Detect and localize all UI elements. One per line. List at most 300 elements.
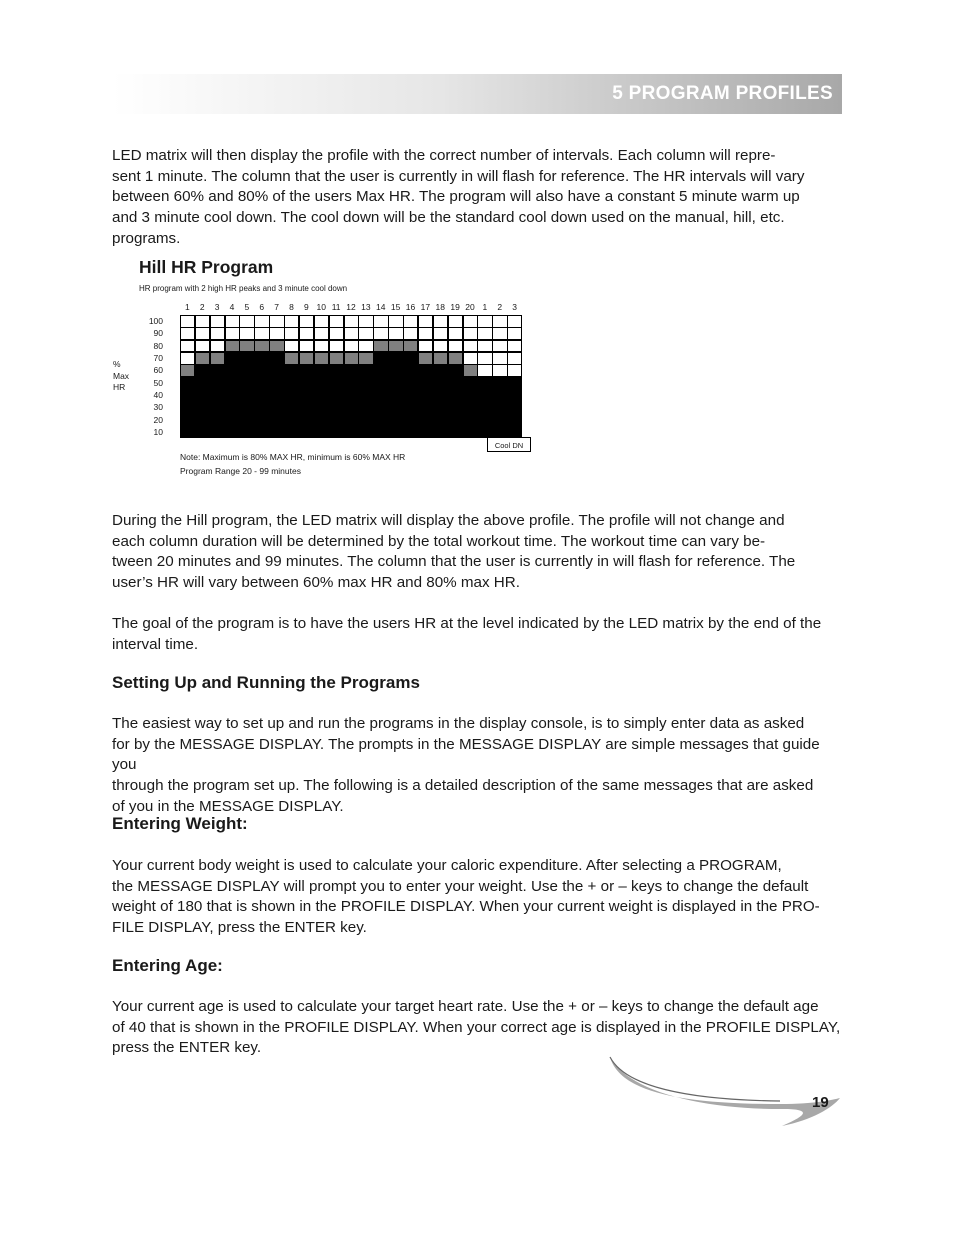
led-cell-on xyxy=(315,365,328,376)
led-cell-on xyxy=(255,427,268,438)
text-line: tween 20 minutes and 99 minutes. The column that the user is currently in will flash for reference. The xyxy=(112,553,796,571)
led-cell-flash xyxy=(315,353,328,364)
led-cell-on xyxy=(315,427,328,438)
led-cell-off xyxy=(493,365,506,376)
text-line: user’s HR will vary between 60% max HR and 80% max HR. xyxy=(112,574,520,592)
led-cell-on xyxy=(389,353,402,364)
led-cell-on xyxy=(345,378,358,389)
text-line: The goal of the program is to have the users HR at the level indicated by the LED matrix by the end of the xyxy=(112,615,822,632)
led-cell-on xyxy=(181,402,194,413)
y-axis-title-line: HR xyxy=(113,382,126,392)
led-cell-on xyxy=(404,365,417,376)
led-cell-on xyxy=(359,427,372,438)
led-cell-on xyxy=(449,390,462,401)
led-cell-on xyxy=(449,427,462,438)
led-cell-off xyxy=(508,316,521,327)
led-cell-on xyxy=(493,390,506,401)
led-cell-flash xyxy=(330,353,343,364)
heading-weight: Entering Weight: xyxy=(112,814,248,833)
text-line: press the ENTER key. xyxy=(112,1039,262,1057)
led-cell-on xyxy=(196,390,209,401)
led-cell-on xyxy=(285,402,298,413)
column-label: 16 xyxy=(405,302,416,312)
led-cell-on xyxy=(449,365,462,376)
led-cell-on xyxy=(493,378,506,389)
column-label: 7 xyxy=(274,302,279,312)
text-line: FILE DISPLAY, press the ENTER key. xyxy=(112,919,367,937)
led-cell-on xyxy=(449,414,462,425)
led-cell-off xyxy=(330,328,343,339)
led-cell-on xyxy=(270,378,283,389)
led-cell-on xyxy=(211,427,224,438)
led-cell-off xyxy=(270,328,283,339)
led-cell-on xyxy=(330,365,343,376)
led-cell-on xyxy=(315,402,328,413)
led-cell-off xyxy=(345,316,358,327)
led-cell-on xyxy=(478,390,491,401)
column-label: 3 xyxy=(214,302,220,312)
led-cell-off xyxy=(270,316,283,327)
led-cell-off xyxy=(300,341,313,352)
column-label: 20 xyxy=(465,302,475,312)
led-cell-off xyxy=(478,328,491,339)
led-cell-on xyxy=(196,427,209,438)
led-cell-on xyxy=(449,402,462,413)
led-cell-on xyxy=(449,378,462,389)
goal-paragraph xyxy=(112,614,844,655)
led-cell-off xyxy=(493,316,506,327)
text-line: Your current body weight is used to calculate your caloric expenditure. After selecting a PROGRAM, xyxy=(112,857,782,874)
text-line: for by the MESSAGE DISPLAY. The prompts in the MESSAGE DISPLAY are simple messages that guide you xyxy=(112,735,820,774)
led-cell-off xyxy=(449,341,462,352)
led-cell-flash xyxy=(359,353,372,364)
led-cell-off xyxy=(493,353,506,364)
led-cell-on xyxy=(300,414,313,425)
led-cell-on xyxy=(389,390,402,401)
led-cell-on xyxy=(240,353,253,364)
led-cell-on xyxy=(226,365,239,376)
led-cell-on xyxy=(359,390,372,401)
led-cell-on xyxy=(240,378,253,389)
column-label: 18 xyxy=(435,302,445,312)
led-cell-on xyxy=(211,365,224,376)
text-line: interval time. xyxy=(112,635,199,653)
led-cell-on xyxy=(255,414,268,425)
led-cell-on xyxy=(478,378,491,389)
led-cell-off xyxy=(404,328,417,339)
led-cell-on xyxy=(181,378,194,389)
led-cell-flash xyxy=(226,341,239,352)
led-cell-off xyxy=(345,341,358,352)
led-cell-on xyxy=(359,365,372,376)
led-cell-on xyxy=(270,353,283,364)
led-cell-on xyxy=(181,427,194,438)
led-cell-off xyxy=(508,353,521,364)
led-cell-off xyxy=(359,316,372,327)
led-cell-on xyxy=(300,390,313,401)
column-label: 15 xyxy=(390,302,401,312)
led-cell-off xyxy=(434,341,447,352)
text-line: and 3 minute cool down. The cool down will be the standard cool down used on the manual, hill, etc. xyxy=(112,209,785,227)
led-cell-flash xyxy=(419,353,432,364)
page-swoosh-decoration xyxy=(600,1052,850,1132)
led-cell-on xyxy=(300,378,313,389)
led-cell-off xyxy=(255,316,268,327)
column-label: 19 xyxy=(450,302,460,312)
led-cell-flash xyxy=(449,353,462,364)
led-cell-off xyxy=(493,328,506,339)
led-cell-off xyxy=(464,341,477,352)
led-cell-off xyxy=(374,328,387,339)
led-cell-off xyxy=(181,328,194,339)
led-cell-off xyxy=(211,328,224,339)
led-cell-on xyxy=(478,414,491,425)
column-label: 10 xyxy=(316,302,326,312)
led-cell-on xyxy=(226,427,239,438)
heading-setup: Setting Up and Running the Programs xyxy=(112,673,420,692)
led-cell-on xyxy=(434,402,447,413)
column-label: 2 xyxy=(497,302,503,312)
intro-paragraph xyxy=(112,146,844,250)
heading-age: Entering Age: xyxy=(112,956,223,975)
led-cell-on xyxy=(419,390,432,401)
led-cell-on xyxy=(374,427,387,438)
led-cell-flash xyxy=(255,341,268,352)
led-cell-on xyxy=(404,353,417,364)
led-cell-on xyxy=(419,427,432,438)
led-cell-off xyxy=(285,341,298,352)
led-cell-off xyxy=(181,353,194,364)
led-cell-on xyxy=(255,353,268,364)
text-line: of 40 that is shown in the PROFILE DISPLAY. When your correct age is displayed in the PROFILE DISPLAY, xyxy=(112,1018,841,1036)
led-cell-flash xyxy=(211,353,224,364)
led-cell-off xyxy=(181,316,194,327)
led-cell-on xyxy=(359,402,372,413)
led-cell-on xyxy=(270,365,283,376)
led-cell-on xyxy=(285,427,298,438)
section-header-bar xyxy=(112,74,842,114)
led-cell-off xyxy=(478,365,491,376)
led-cell-on xyxy=(389,414,402,425)
led-cell-flash xyxy=(196,353,209,364)
led-cell-on xyxy=(330,378,343,389)
led-cell-on xyxy=(330,390,343,401)
led-cell-on xyxy=(434,414,447,425)
led-cell-off xyxy=(404,316,417,327)
led-cell-on xyxy=(508,427,521,438)
led-cell-off xyxy=(419,328,432,339)
led-cell-on xyxy=(181,414,194,425)
led-cell-on xyxy=(478,402,491,413)
led-cell-on xyxy=(359,378,372,389)
led-cell-on xyxy=(374,402,387,413)
column-label: 13 xyxy=(361,302,371,312)
y-axis-title-line: Max xyxy=(113,370,130,381)
led-cell-off xyxy=(493,341,506,352)
led-cell-off xyxy=(315,316,328,327)
text-line: programs. xyxy=(112,229,181,247)
led-cell-on xyxy=(300,402,313,413)
led-cell-on xyxy=(508,402,521,413)
led-cell-off xyxy=(464,353,477,364)
column-label: 1 xyxy=(185,302,190,312)
led-cell-on xyxy=(226,353,239,364)
page-number: 19 xyxy=(812,1094,829,1111)
led-cell-on xyxy=(196,378,209,389)
chart-title: Hill HR Program xyxy=(139,257,274,277)
led-cell-on xyxy=(240,365,253,376)
led-cell-flash xyxy=(300,353,313,364)
led-cell-on xyxy=(404,378,417,389)
led-cell-off xyxy=(464,316,477,327)
row-label: 80 xyxy=(153,340,163,351)
age-paragraph xyxy=(112,997,844,1059)
led-cell-on xyxy=(300,427,313,438)
led-cell-off xyxy=(508,365,521,376)
led-cell-on xyxy=(389,378,402,389)
led-cell-on xyxy=(464,427,477,438)
led-cell-off xyxy=(330,316,343,327)
led-cell-on xyxy=(270,390,283,401)
led-cell-on xyxy=(285,378,298,389)
led-cell-on xyxy=(240,402,253,413)
led-matrix xyxy=(180,315,522,438)
led-cell-on xyxy=(374,353,387,364)
led-cell-on xyxy=(211,402,224,413)
led-cell-on xyxy=(419,365,432,376)
led-cell-off xyxy=(226,316,239,327)
text-line: LED matrix will then display the profile with the correct number of intervals. Each column will repre- xyxy=(112,147,776,164)
led-cell-on xyxy=(493,402,506,413)
led-cell-off xyxy=(196,316,209,327)
led-cell-on xyxy=(493,414,506,425)
column-label: 11 xyxy=(331,302,341,312)
led-cell-off xyxy=(434,328,447,339)
text-line: of you in the MESSAGE DISPLAY. xyxy=(112,797,344,815)
led-cell-off xyxy=(389,328,402,339)
led-cell-on xyxy=(330,427,343,438)
led-cell-flash xyxy=(464,365,477,376)
column-label: 14 xyxy=(376,302,386,312)
led-cell-off xyxy=(464,328,477,339)
cool-down-label: Cool DN xyxy=(487,437,531,452)
column-label: 5 xyxy=(244,302,250,312)
led-cell-on xyxy=(374,378,387,389)
led-cell-on xyxy=(345,390,358,401)
column-label: 6 xyxy=(259,302,265,312)
row-label: 50 xyxy=(153,377,163,388)
led-cell-on xyxy=(464,378,477,389)
led-cell-on xyxy=(285,390,298,401)
led-cell-on xyxy=(508,414,521,425)
led-cell-flash xyxy=(181,365,194,376)
text-line: Your current age is used to calculate your target heart rate. Use the + or – keys to change the default age xyxy=(112,998,819,1015)
led-cell-on xyxy=(389,427,402,438)
column-label: 8 xyxy=(289,302,294,312)
led-cell-on xyxy=(345,427,358,438)
led-cell-flash xyxy=(270,341,283,352)
led-cell-off xyxy=(449,328,462,339)
led-cell-on xyxy=(255,365,268,376)
led-cell-on xyxy=(434,378,447,389)
led-cell-off xyxy=(300,316,313,327)
led-cell-on xyxy=(270,414,283,425)
row-label: 20 xyxy=(153,414,163,425)
led-cell-on xyxy=(345,402,358,413)
row-label: 100 xyxy=(148,316,163,327)
column-label: 3 xyxy=(512,302,517,312)
led-cell-on xyxy=(285,414,298,425)
led-cell-on xyxy=(330,414,343,425)
column-label: 2 xyxy=(199,302,205,312)
led-cell-on xyxy=(389,402,402,413)
led-cell-on xyxy=(508,378,521,389)
led-cell-on xyxy=(345,365,358,376)
led-cell-on xyxy=(464,402,477,413)
led-cell-off xyxy=(240,328,253,339)
section-title: 5 PROGRAM PROFILES xyxy=(612,83,833,104)
led-cell-off xyxy=(419,316,432,327)
led-cell-on xyxy=(226,390,239,401)
led-cell-on xyxy=(404,402,417,413)
led-cell-flash xyxy=(374,341,387,352)
column-label: 4 xyxy=(229,302,235,312)
led-cell-flash xyxy=(434,353,447,364)
text-line: The easiest way to set up and run the programs in the display console, is to simply enter data as asked xyxy=(112,715,805,732)
led-cell-on xyxy=(270,402,283,413)
led-cell-on xyxy=(374,365,387,376)
led-cell-off xyxy=(478,353,491,364)
led-cell-off xyxy=(300,328,313,339)
led-cell-on xyxy=(181,390,194,401)
led-cell-on xyxy=(255,378,268,389)
column-label: 1 xyxy=(482,302,488,312)
led-cell-on xyxy=(345,414,358,425)
led-cell-on xyxy=(226,378,239,389)
led-cell-on xyxy=(464,414,477,425)
led-cell-on xyxy=(315,390,328,401)
column-label: 17 xyxy=(420,302,431,312)
led-cell-on xyxy=(404,427,417,438)
led-cell-off xyxy=(211,316,224,327)
led-cell-on xyxy=(211,390,224,401)
led-cell-on xyxy=(270,427,283,438)
led-cell-on xyxy=(508,390,521,401)
led-cell-off xyxy=(211,341,224,352)
led-cell-on xyxy=(330,402,343,413)
led-cell-on xyxy=(404,414,417,425)
led-cell-off xyxy=(315,328,328,339)
led-cell-off xyxy=(285,316,298,327)
led-cell-off xyxy=(374,316,387,327)
row-label: 30 xyxy=(153,402,163,413)
led-cell-on xyxy=(196,414,209,425)
led-cell-on xyxy=(434,427,447,438)
led-cell-on xyxy=(226,402,239,413)
led-cell-on xyxy=(464,390,477,401)
led-cell-flash xyxy=(345,353,358,364)
led-cell-off xyxy=(449,316,462,327)
led-cell-off xyxy=(434,316,447,327)
text-line: the MESSAGE DISPLAY will prompt you to enter your weight. Use the + or – keys to change the default xyxy=(112,877,809,895)
setup-paragraph xyxy=(112,714,844,818)
led-cell-on xyxy=(226,414,239,425)
led-cell-on xyxy=(374,414,387,425)
text-line: sent 1 minute. The column that the user is currently in will flash for reference. The HR intervals will vary xyxy=(112,167,805,185)
led-cell-off xyxy=(240,316,253,327)
column-label: 9 xyxy=(304,302,309,312)
led-cell-on xyxy=(255,390,268,401)
chart-subtitle: HR program with 2 high HR peaks and 3 minute cool down xyxy=(139,284,348,293)
led-cell-on xyxy=(493,427,506,438)
led-cell-on xyxy=(419,402,432,413)
row-label: 90 xyxy=(153,328,163,339)
led-cell-on xyxy=(240,427,253,438)
led-cell-on xyxy=(419,414,432,425)
led-cell-off xyxy=(359,328,372,339)
chart-note-line: Program Range 20 - 99 minutes xyxy=(180,465,301,476)
led-cell-on xyxy=(434,365,447,376)
hill-paragraph xyxy=(112,511,844,594)
led-cell-off xyxy=(478,341,491,352)
text-line: weight of 180 that is shown in the PROFILE DISPLAY. When your current weight is displayed in the PRO- xyxy=(112,898,820,916)
led-cell-on xyxy=(419,378,432,389)
led-cell-off xyxy=(389,316,402,327)
led-cell-off xyxy=(196,328,209,339)
led-cell-on xyxy=(196,365,209,376)
led-cell-on xyxy=(389,365,402,376)
led-cell-on xyxy=(359,414,372,425)
led-cell-on xyxy=(315,378,328,389)
weight-paragraph xyxy=(112,856,844,939)
y-axis-title-line: % xyxy=(113,359,121,369)
led-cell-on xyxy=(255,402,268,413)
text-line: During the Hill program, the LED matrix will display the above profile. The profile will not change and xyxy=(112,512,785,529)
led-cell-flash xyxy=(285,353,298,364)
led-cell-on xyxy=(300,365,313,376)
led-cell-on xyxy=(240,414,253,425)
led-cell-off xyxy=(419,341,432,352)
led-cell-on xyxy=(434,390,447,401)
led-cell-off xyxy=(315,341,328,352)
y-axis-title xyxy=(113,359,129,394)
text-line: through the program set up. The following is a detailed description of the same messages that are asked xyxy=(112,777,814,795)
led-cell-off xyxy=(196,341,209,352)
text-line: each column duration will be determined by the total workout time. The workout time can vary be- xyxy=(112,532,766,550)
chart-note-line: Note: Maximum is 80% MAX HR, minimum is 60% MAX HR xyxy=(180,452,406,462)
chart-note xyxy=(180,451,405,478)
led-cell-flash xyxy=(404,341,417,352)
led-cell-off xyxy=(285,328,298,339)
led-cell-off xyxy=(330,341,343,352)
row-label: 70 xyxy=(153,353,163,364)
led-cell-on xyxy=(404,390,417,401)
led-cell-flash xyxy=(389,341,402,352)
row-label: 40 xyxy=(153,389,163,400)
text-line: between 60% and 80% of the users Max HR. The program will also have a constant 5 minute warm up xyxy=(112,188,800,206)
led-cell-off xyxy=(478,316,491,327)
led-cell-on xyxy=(211,378,224,389)
led-cell-off xyxy=(345,328,358,339)
led-cell-on xyxy=(315,414,328,425)
led-cell-on xyxy=(374,390,387,401)
led-cell-on xyxy=(211,414,224,425)
led-cell-on xyxy=(196,402,209,413)
led-cell-on xyxy=(285,365,298,376)
row-label: 60 xyxy=(153,365,163,376)
led-cell-flash xyxy=(240,341,253,352)
led-cell-on xyxy=(240,390,253,401)
